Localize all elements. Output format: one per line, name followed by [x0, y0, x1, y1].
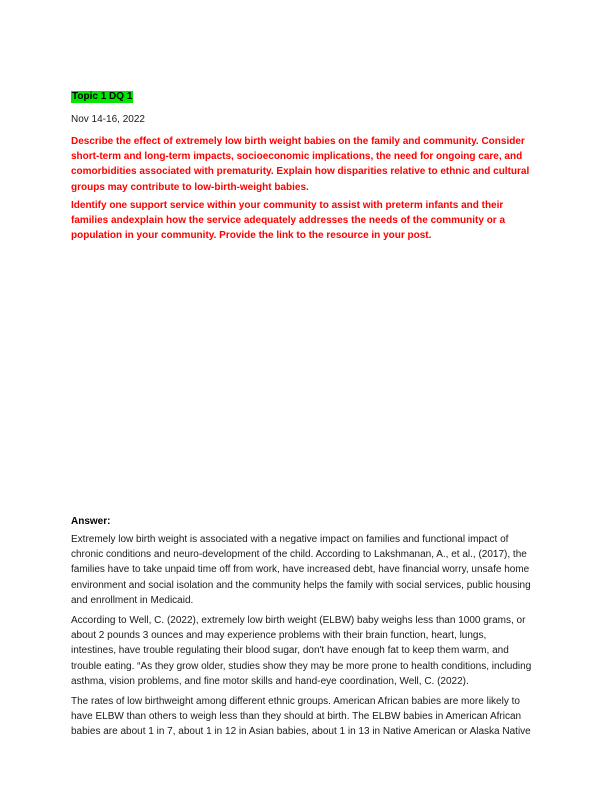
- answer-paragraph-1: Extremely low birth weight is associated with a negative impact on families and functional impact of chronic conditions and neuro-development of the child. According to Lakshmanan, A., et al., (2017), the families have to take unpaid time off from work, have increased debt, have financial worry, unsafe home environment and social isolation and the community helps the family with social services, public housing and enrollment in Medicaid.: [71, 534, 531, 606]
- answer-heading: Answer:: [71, 516, 111, 527]
- discussion-prompt-1: Describe the effect of extremely low birth weight babies on the family and community. Consider short-term and long-term impacts, socioeconomic implications, the need for ongoing care, and comorbidities associated with prematurity. Explain how disparities relative to ethnic and cultural groups may contribute to low-birth-weight babies.: [71, 136, 530, 193]
- discussion-prompt-2: Identify one support service within your community to assist with preterm infants and their families andexplain how the service adequately addresses the needs of the community or a population in your community. Provide the link to the resource in your post.: [71, 200, 506, 242]
- topic-tag-highlight: Topic 1 DQ 1: [72, 91, 133, 102]
- answer-paragraph-3: The rates of low birthweight among different ethnic groups. American African babies are more likely to have ELBW than others to weigh less than they should at birth. The ELBW babies in American African babies are about 1 in 7, about 1 in 12 in Asian babies, about 1 in 13 in Native American or Alaska Native: [71, 696, 531, 738]
- date-line: Nov 14-16, 2022: [71, 114, 145, 125]
- answer-paragraph-2: According to Well, C. (2022), extremely low birth weight (ELBW) baby weighs less than 1000 grams, or about 2 pounds 3 ounces and may experience problems with their brain function, heart, lungs, intestines, have trouble regulating their blood sugar, don't have enough fat to keep them warm, and trouble eating. “As they grow older, studies show they may be more prone to health conditions, including asthma, vision problems, and fine motor skills and hand-eye coordination, Well, C. (2022).: [71, 615, 532, 687]
